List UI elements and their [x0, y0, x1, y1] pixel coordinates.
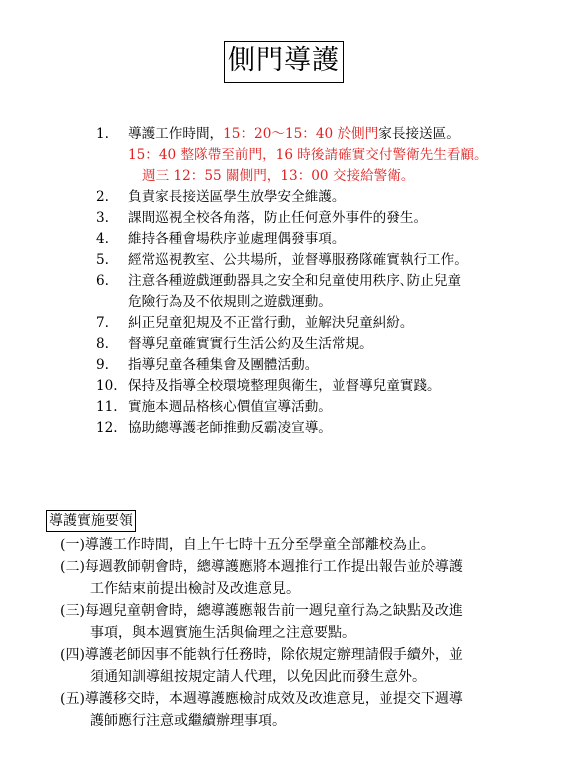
rule-item	[60, 600, 540, 644]
duty-item	[96, 376, 536, 397]
duty-line	[128, 292, 536, 313]
rule-line: 事項，與本週實施生活與倫理之注意要點。	[90, 625, 356, 641]
rules-list	[60, 534, 540, 732]
duty-number: 8.	[96, 336, 109, 352]
rule-line: 須通知訓導組按規定請人代理，以免因此而發生意外。	[90, 669, 426, 685]
duty-text: 保持及指導全校環境整理與衛生，並督導兒童實踐。	[128, 378, 441, 394]
page-title: 側門導護	[224, 41, 344, 83]
duty-item	[96, 355, 536, 376]
rule-item	[60, 688, 540, 732]
duty-text: 導護工作時間，	[128, 126, 224, 142]
duty-text-emphasis: 15：20～15：40 於側門	[223, 126, 379, 142]
duty-text: 糾正兒童犯規及不正當行動，並解決兒童糾紛。	[128, 315, 414, 331]
rule-line: (一)導護工作時間，自上午七時十五分至學童全部離校為止。	[60, 537, 435, 553]
duty-line	[128, 208, 536, 229]
duty-number: 11.	[96, 399, 118, 415]
duty-number: 1.	[96, 126, 109, 142]
duty-line	[128, 355, 536, 376]
duty-line	[128, 124, 536, 145]
duty-item	[96, 124, 536, 187]
duty-line	[128, 145, 536, 166]
duty-item	[96, 187, 536, 208]
duty-line	[128, 313, 536, 334]
duty-text: 協助總導護老師推動反霸凌宣導。	[128, 420, 332, 436]
duty-line	[128, 334, 536, 355]
duty-item	[96, 313, 536, 334]
rule-line: (三)每週兒童朝會時，總導護應報告前一週兒童行為之缺點及改進	[60, 603, 463, 619]
duty-item	[96, 334, 536, 355]
duty-number: 5.	[96, 252, 109, 268]
duty-text: 危險行為及不依規則之遊戲運動。	[128, 294, 332, 310]
duty-text: 經常巡視教室、公共場所，並督導服務隊確實執行工作。	[128, 252, 468, 268]
duty-text: 注意各種遊戲運動器具之安全和兒童使用秩序､防止兒童	[128, 273, 462, 289]
duty-line	[128, 418, 536, 439]
rule-line: 工作結束前提出檢討及改進意見。	[90, 581, 300, 597]
rule-line: (二)每週教師朝會時，總導護應將本週推行工作提出報告並於導護	[60, 559, 463, 575]
rule-item	[60, 534, 540, 556]
duty-text: 課間巡視全校各角落，防止任何意外事件的發生。	[128, 210, 428, 226]
duty-line	[128, 229, 536, 250]
duty-item	[96, 271, 536, 313]
rule-line: 護師應行注意或繼續辦理事項。	[90, 713, 286, 729]
duty-item	[96, 229, 536, 250]
duty-line	[128, 376, 536, 397]
duty-number: 12.	[96, 420, 118, 436]
duty-number: 6.	[96, 273, 109, 289]
duty-item	[96, 208, 536, 229]
duty-number: 10.	[96, 378, 118, 394]
duty-number: 9.	[96, 357, 109, 373]
duty-item	[96, 397, 536, 418]
rule-item	[60, 644, 540, 688]
duty-text: 督導兒童確實實行生活公約及生活常規。	[128, 336, 373, 352]
duty-line	[128, 250, 536, 271]
duty-number: 3.	[96, 210, 109, 226]
rule-item	[60, 556, 540, 600]
duty-number: 2.	[96, 189, 109, 205]
duty-number: 7.	[96, 315, 109, 331]
duty-text: 維持各種會場秩序並處理偶發事項。	[128, 231, 346, 247]
duty-text: 負責家長接送區學生放學安全維護。	[128, 189, 346, 205]
duty-text: 指導兒童各種集會及團體活動。	[128, 357, 319, 373]
duty-text: 家長接送區。	[378, 126, 460, 142]
duty-line	[128, 397, 536, 418]
duty-text-emphasis: 15：40 整隊帶至前門，16 時後請確實交付警衛先生看顧。	[128, 147, 488, 163]
duty-text-emphasis: 週三 12：55 關側門，13：00 交接給警衛。	[142, 168, 415, 184]
rule-line: (四)導護老師因事不能執行任務時，除依規定辦理請假手續外，並	[60, 647, 463, 663]
section-title: 導護實施要領	[46, 510, 136, 532]
duty-line	[128, 271, 536, 292]
duty-list	[96, 124, 536, 439]
duty-line	[128, 166, 536, 187]
duty-item	[96, 250, 536, 271]
duty-item	[96, 418, 536, 439]
duty-number: 4.	[96, 231, 109, 247]
duty-line	[128, 187, 536, 208]
rule-line: (五)導護移交時，本週導護應檢討成效及改進意見，並提交下週導	[60, 691, 463, 707]
duty-text: 實施本週品格核心價值宣導活動。	[128, 399, 332, 415]
